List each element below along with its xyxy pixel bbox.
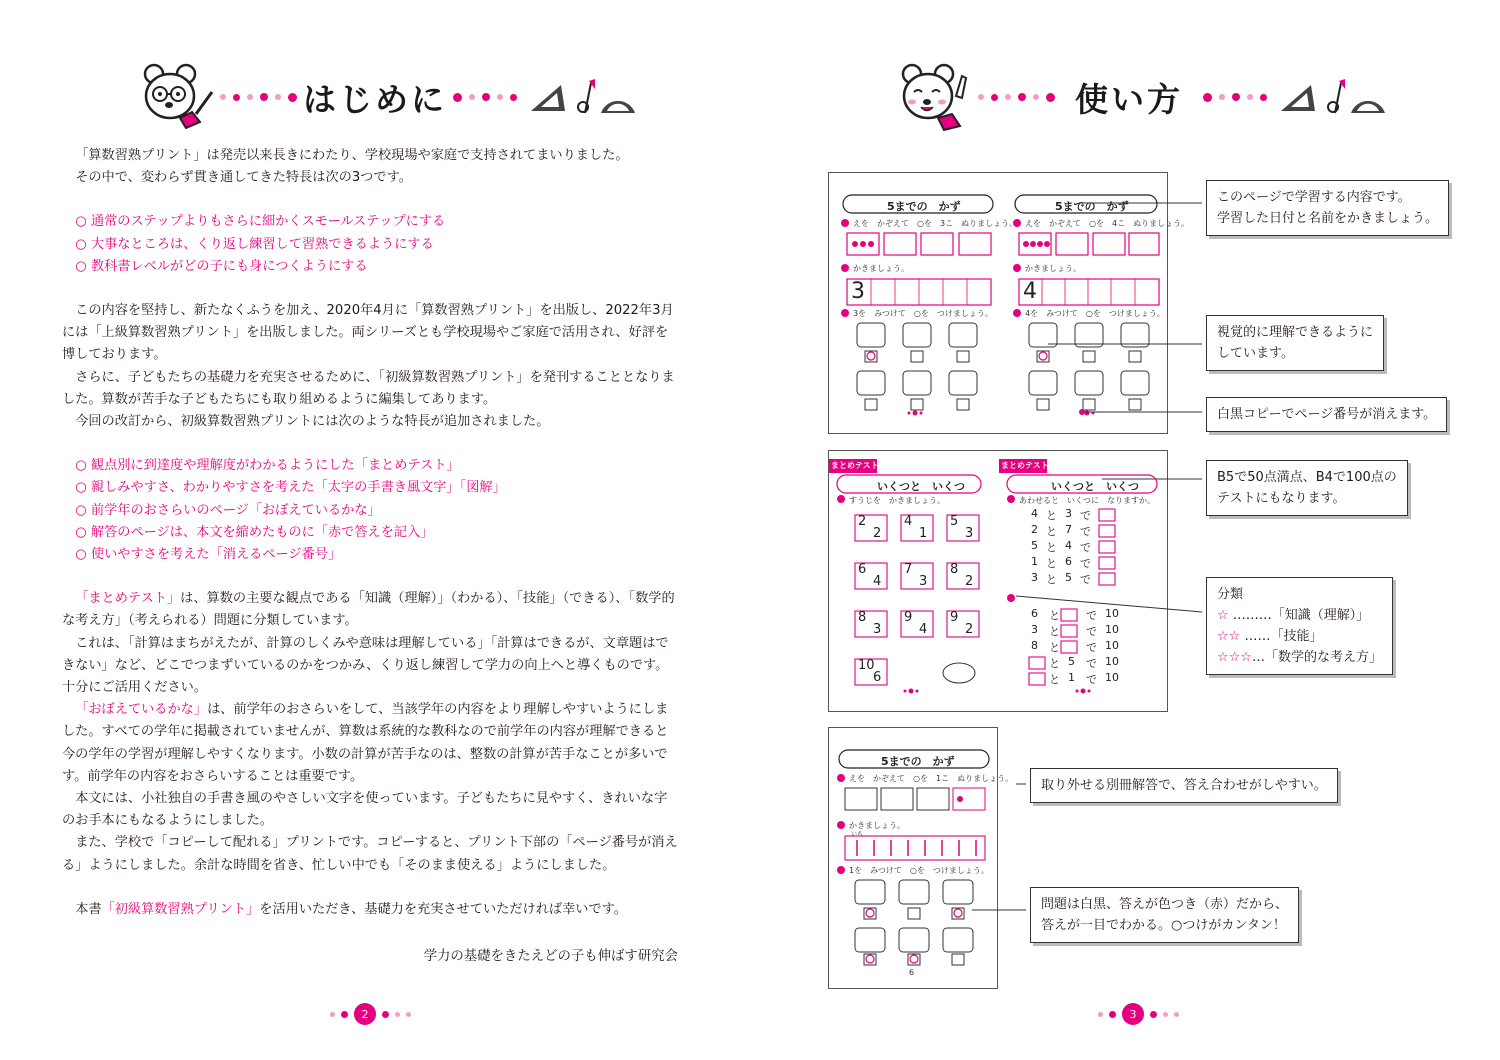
pair-bottom: 4 [873,574,882,589]
classification-row [1217,626,1382,647]
ten-cell [1031,671,1041,687]
header-dots [978,93,1055,102]
sum-cell: と [1046,573,1057,586]
highlight: 「まとめテスト」 [75,591,181,607]
feature-item: ○ 前学年のおさらいのページ「おぼえているかな」 [75,502,381,518]
paragraph [62,588,680,632]
feature-item: ○ 教科書レベルがどの子にも身につくようにする [75,258,368,274]
ten-cell [1031,655,1041,671]
ten-cell: と [1049,625,1060,638]
pair-bottom: 3 [919,574,928,589]
right-header [898,62,1387,132]
ten-cell: 6 [1031,607,1038,620]
category-label: 「技能」 [1270,629,1323,644]
callout-text: 視覚的に理解できるように [1217,325,1374,340]
highlight: 「初級算数習熟プリント」 [101,901,260,917]
test-badge: まとめテスト [1001,461,1049,470]
callout-title-date [1206,180,1449,236]
page-number-right [1098,1003,1179,1025]
callout-text: B5で50点満点、B4で100点の [1217,470,1397,485]
pair-bottom: 2 [873,526,882,541]
ten-cell: 10 [1105,607,1119,620]
paragraph: その中で、変わらず貫き通してきた特長は次の3つです。 [75,170,412,186]
pair-bottom: 1 [919,526,928,541]
ten-cell [1068,607,1078,623]
question: かきましょう。 [849,821,905,830]
pair-bottom: 6 [873,670,882,685]
ten-cell: で [1086,609,1097,622]
sum-cell: で [1080,573,1091,586]
callout-text: テストにもなります。 [1217,491,1346,506]
ten-row [1031,655,1119,671]
ten-cell: と [1049,609,1060,622]
sum-row [1031,523,1091,539]
test-badge: まとめテスト [831,461,879,470]
callout-text: しています。 [1217,346,1294,361]
callout-answer-booklet [1030,768,1338,803]
question: すうじを かきましょう。 [849,496,945,505]
paragraph [62,899,680,921]
sum-cell: で [1080,557,1091,570]
pair-bottom: 3 [965,526,974,541]
sum-cell: 2 [1031,523,1038,536]
pair-top: 4 [904,514,913,529]
math-tools-icon [527,77,637,117]
header-dots [220,93,297,102]
callout-text: 白黒コピーでページ番号が消えます。 [1217,407,1437,422]
bear-mascot-icon [140,62,214,132]
star-rating: ☆☆ [1217,629,1241,644]
callout-title: 分類 [1217,587,1244,602]
ten-cell: で [1086,625,1097,638]
question: かきましょう。 [853,264,909,273]
feature-item: ○ 観点別に到達度や理解度がわかるようにした「まとめテスト」 [75,458,460,474]
header-dots-right [453,93,517,102]
ten-cell: 1 [1068,671,1075,684]
pair-top: 9 [950,610,959,625]
ten-cell: 5 [1068,655,1075,668]
question: えを かぞえて ○を 4こ ぬりましょう。 [1025,219,1190,228]
callout-text: 取り外せる別冊解答で、答え合わせがしやすい。 [1041,778,1327,793]
pair-bottom: 2 [965,574,974,589]
sum-cell: と [1046,525,1057,538]
pair-top: 8 [858,610,867,625]
ten-cell: と [1049,641,1060,654]
worksheet-title: 5までの かず [1055,200,1129,213]
page-number: 3 [1122,1003,1144,1025]
pair-bottom: 4 [919,622,928,637]
right-page [750,0,1500,1060]
classification-row [1217,647,1382,668]
sum-cell: で [1080,509,1091,522]
trace-digit: 4 [1023,279,1037,304]
ten-cell: で [1086,641,1097,654]
pair-top: 5 [950,514,959,529]
ten-cell: 10 [1105,639,1119,652]
ten-row [1031,623,1119,639]
callout-text: 学習した日付と名前をかきましょう。 [1217,211,1439,226]
worksheet-title: 5までの かず [887,200,961,213]
ten-cell: 10 [1105,623,1119,636]
ten-cell [1068,623,1078,639]
sum-cell: で [1080,525,1091,538]
feature-item: ○ 使いやすさを考えた「消えるページ番号」 [75,547,342,563]
ten-row [1031,607,1119,623]
page-title: 使い方 [1075,79,1183,119]
sum-cell: と [1046,509,1057,522]
worksheet-title: いくつと いくつ [1051,480,1139,493]
sum-cell: 5 [1031,539,1038,552]
paragraph: 本文には、小社独自の手書き風のやさしい文字を使っています。子どもたちに見やすく、きれいな字のお手本にもなるようにしました。 [62,791,668,829]
paragraph: この内容を堅持し、新たなくふうを加え、2020年4月に「算数習熟プリント」を出版し、2022年3月には「上級算数習熟プリント」を出版しました。両シリーズとも学校現場やご家庭で活用され、好評を博しております。 [62,303,674,363]
worksheet-title: 5までの かず [881,755,955,768]
pair-top: 2 [858,514,867,529]
sample-answer-page [828,727,1014,989]
page-title: はじめに [303,79,447,119]
text: 本書 [75,901,102,917]
ten-cell: と [1049,673,1060,686]
sum-cell: 4 [1031,507,1038,520]
pair-top: 9 [904,610,913,625]
trace-digit: 3 [851,279,865,304]
bear-mascot-icon [898,62,972,132]
leader-dots: … [1251,650,1265,665]
pair-bottom: 2 [965,622,974,637]
text: は、算数の主要な観点である「知識（理解）」（わかる）、「技能」（できる）、「数学的な考え方」（考えられる）問題に分類しています。 [62,591,675,629]
ten-cell: 10 [1105,655,1119,668]
feature-item: ○ 通常のステップよりもさらに細かくスモールステップにする [75,214,446,230]
pair-top: 8 [950,562,959,577]
paragraph: これは、「計算はまちがえたが、計算のしくみや意味は理解している」「計算はできるが、文章題はできない」など、どこでつまずいているのかをつかみ、くり返し練習して学力の向上へと導くものです。十分にご活用ください。 [62,635,669,696]
sum-row [1031,539,1091,555]
answer-page-number: 6 [909,968,915,977]
reading-label: いち [851,831,864,838]
callout-classification [1206,577,1393,675]
ten-cell: 10 [1105,671,1119,684]
signature: 学力の基礎をきたえどの子も伸ばす研究会 [423,949,678,964]
callout-color-answers [1030,887,1299,943]
pair-bottom: 3 [873,622,882,637]
sum-row [1031,555,1091,571]
paragraph: 今回の改訂から、初級算数習熟プリントには次のような特長が追加されました。 [75,414,550,430]
sum-cell: 1 [1031,555,1038,568]
sum-cell: 6 [1065,555,1072,568]
star-rating: ☆☆☆ [1217,650,1252,665]
math-tools-icon [1277,77,1387,117]
question: えを かぞえて ○を 1こ ぬりましょう。 [849,774,1014,783]
question: 3を みつけて ○を つけましょう。 [853,309,993,318]
ten-cell: で [1086,673,1097,686]
sum-cell: 7 [1065,523,1072,536]
pair-top: 7 [904,562,913,577]
category-label: 「数学的な考え方」 [1264,650,1382,665]
text: を活用いただき、基礎力を充実させていただければ幸いです。 [259,901,627,917]
pair-top: 6 [858,562,867,577]
question: 1を みつけて ○を つけましょう。 [849,866,989,875]
leader-dots: ……… [1228,608,1272,623]
sum-cell: と [1046,541,1057,554]
sum-cell: 4 [1065,539,1072,552]
question: えを かぞえて ○を 3こ ぬりましょう。 [853,219,1018,228]
paragraph: 「算数習熟プリント」は発売以来長きにわたり、学校現場や家庭で支持されてまいりました。 [75,148,629,163]
callout-visual [1206,315,1384,371]
paragraph [62,699,680,788]
callout-text: このページで学習する内容です。 [1217,190,1411,205]
sum-row [1031,507,1091,523]
paragraph: さらに、子どもたちの基礎力を充実させるために、「初級算数習熟プリント」を発刊することとなりました。算数が苦手な子どもたちにも取り組めるように編集してあります。 [62,369,675,407]
feature-item: ○ 親しみやすさ、わかりやすさを考えた「太字の手書き風文字」「図解」 [75,480,506,496]
classification-row [1217,605,1382,626]
ten-cell: 8 [1031,639,1038,652]
callout-test-score [1206,460,1408,516]
sample-page-spread-1 [828,172,1190,434]
category-label: 「知識（理解）」 [1271,608,1370,623]
text: は、前学年のおさらいをして、当該学年の内容をより理解しやすいようにしました。すべての学年に掲載されていませんが、算数は系統的な教科なので前学年の内容が理解できると今の学年の学習が理解しやすくなります。小数の計算が苦手なのは、整数の計算が苦手なことが多いです。前学年の内容をおさらいすることは重要です。 [62,702,669,784]
ten-row [1031,639,1119,655]
highlight: 「おぼえているかな」 [75,702,208,718]
question: かきましょう。 [1025,264,1081,273]
callout-page-number [1206,397,1447,432]
sum-cell: と [1046,557,1057,570]
sum-cell: 3 [1065,507,1072,520]
page-number: 2 [354,1003,376,1025]
callout-text: 答えが一目でわかる。○つけがカンタン！ [1041,918,1286,933]
page-number-left [330,1003,411,1025]
sum-row [1031,571,1091,587]
leader-dots: …… [1240,629,1271,644]
ten-cell: 3 [1031,623,1038,636]
question: 4を みつけて ○を つけましょう。 [1025,309,1165,318]
worksheet-title: いくつと いくつ [877,480,965,493]
feature-item: ○ 解答のページは、本文を縮めたものに「赤で答えを記入」 [75,524,434,540]
sum-cell: 3 [1031,571,1038,584]
intro-text [62,145,680,921]
ten-row [1031,671,1119,687]
left-header [140,62,637,132]
ten-cell: で [1086,657,1097,670]
feature-item: ○ 大事なところは、くり返し練習して習熟できるようにする [75,236,434,252]
star-rating: ☆ [1217,608,1229,623]
pair-top: 10 [858,658,875,673]
ten-cell [1068,639,1078,655]
sample-page-spread-2 [828,450,1168,712]
paragraph: また、学校で「コピーして配れる」プリントです。コピーすると、プリント下部の「ページ番号が消える」ようにしました。余計な時間を省き、忙しい中でも「そのまま使える」ようにしました。 [62,835,678,873]
callout-text: 問題は白黒、答えが色つき（赤）だから、 [1041,897,1289,912]
sum-cell: 5 [1065,571,1072,584]
header-dots-right [1203,93,1267,102]
question: あわせると いくつに なりますか。 [1019,496,1155,505]
sum-cell: で [1080,541,1091,554]
ten-cell: と [1049,657,1060,670]
